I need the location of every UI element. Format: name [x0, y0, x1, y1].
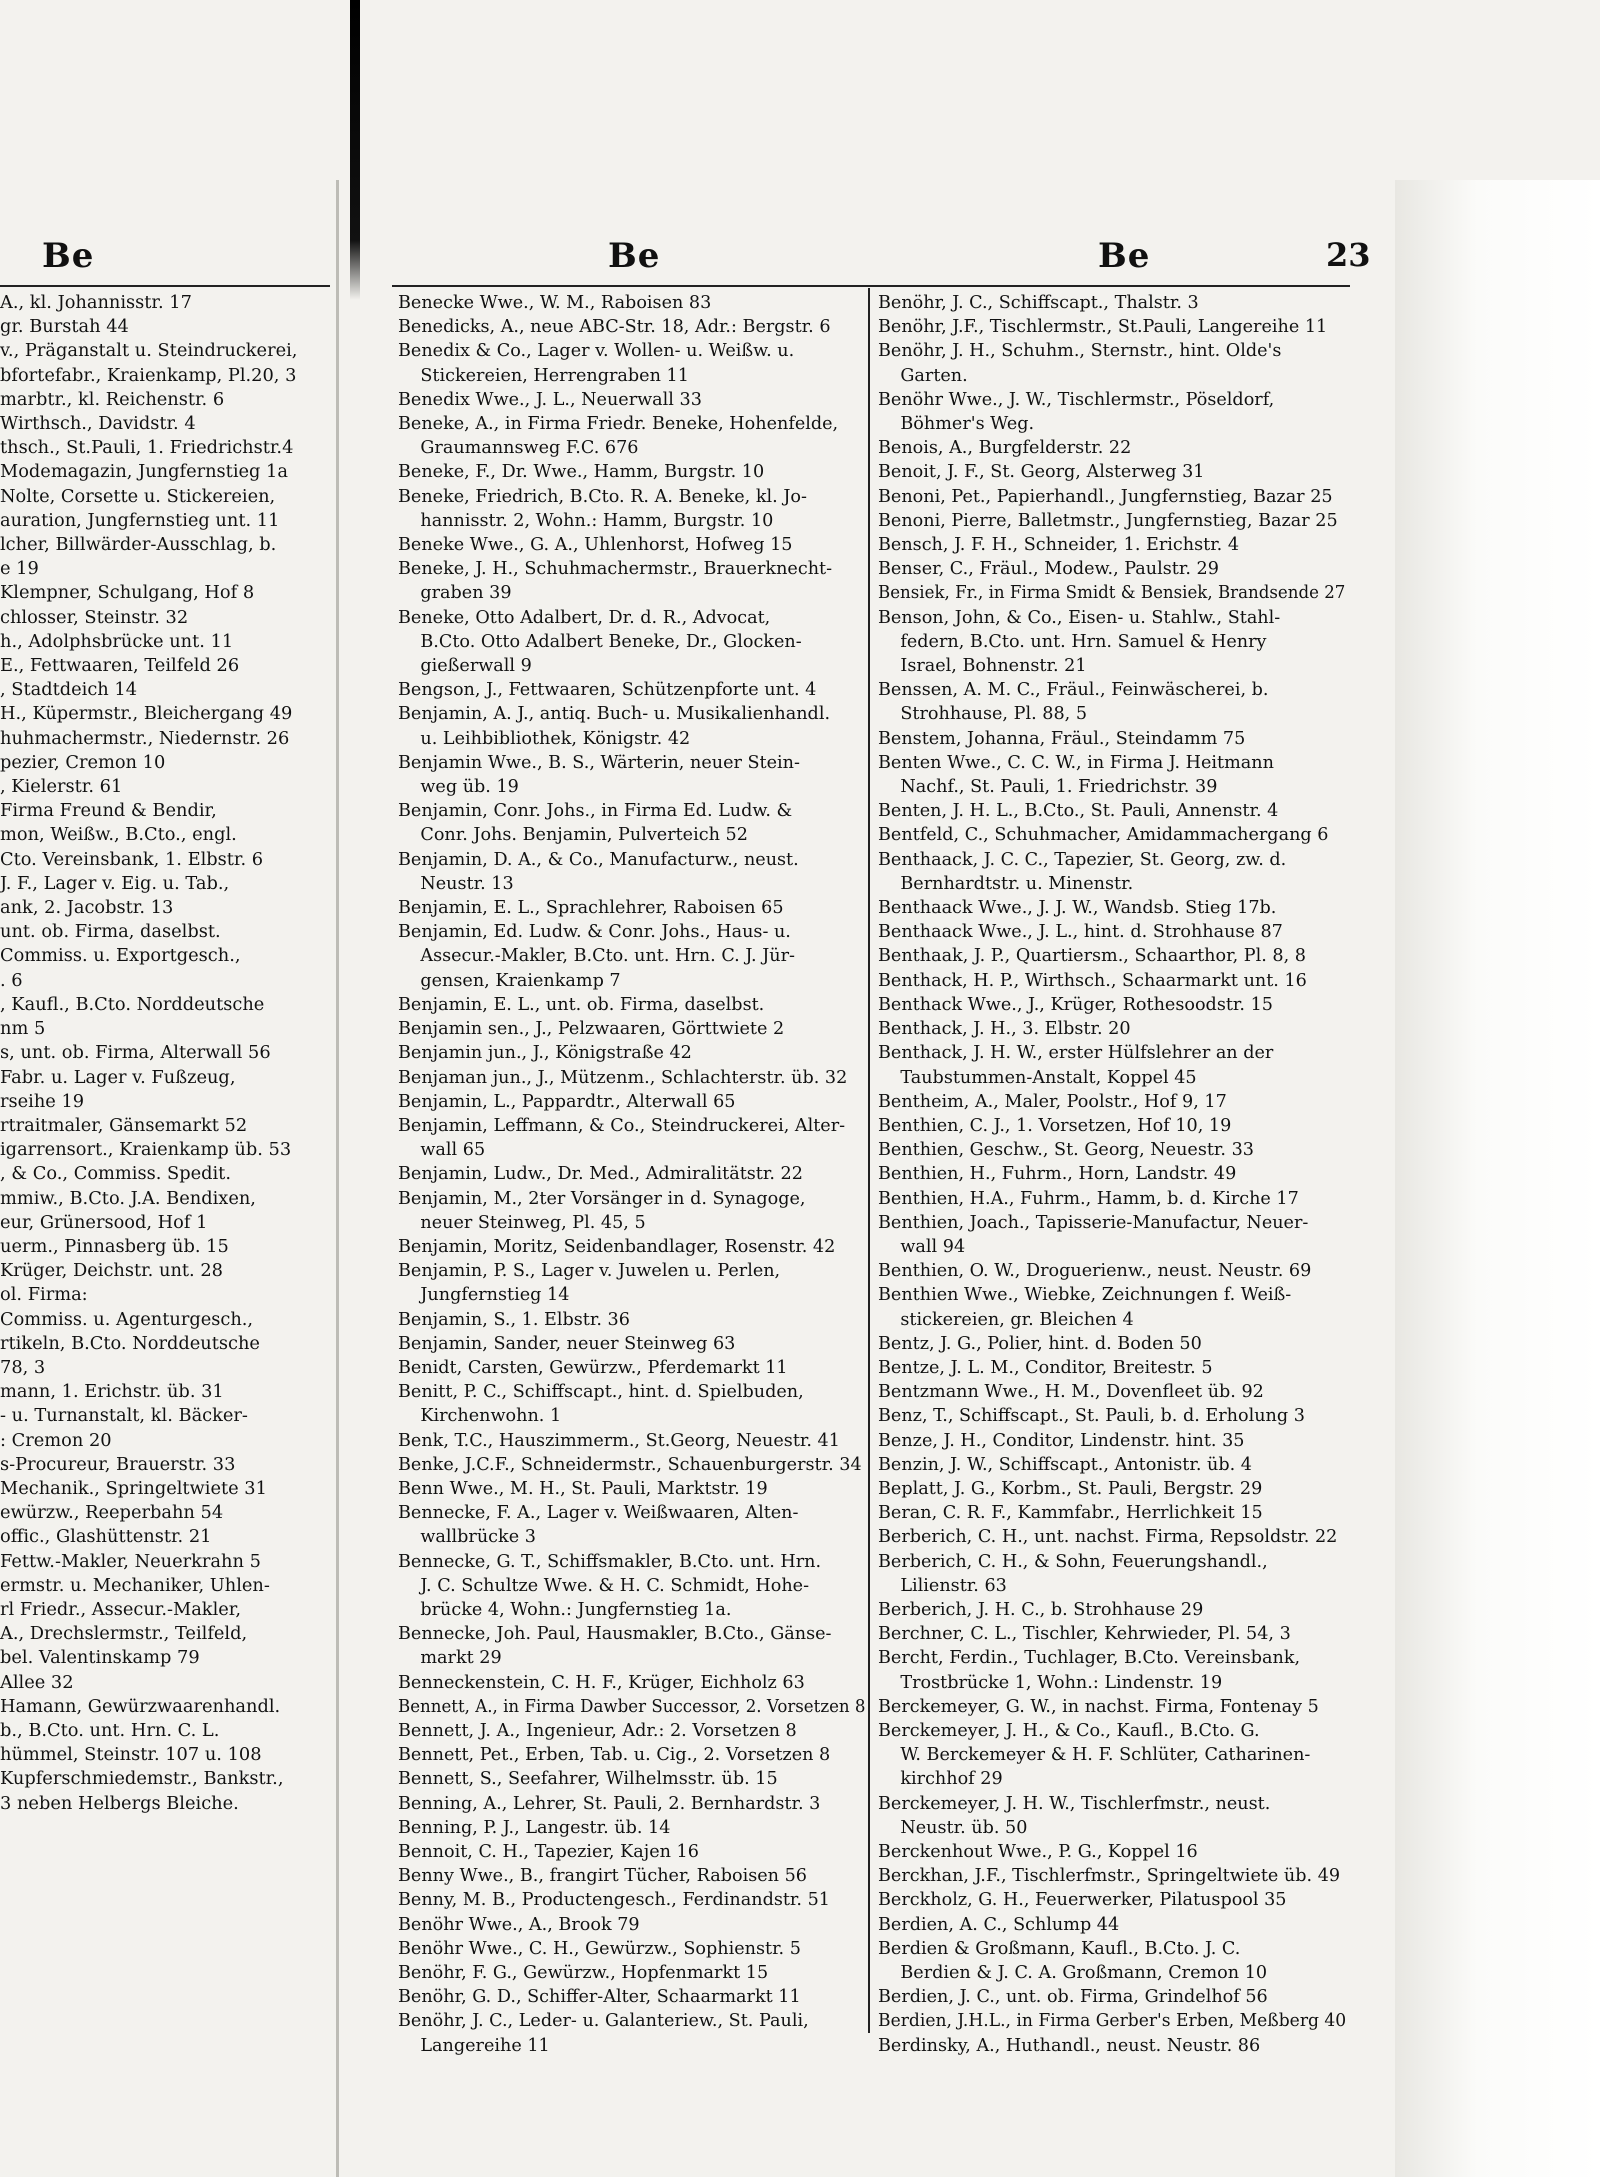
directory-entry-line: weg üb. 19 — [398, 777, 519, 798]
directory-entry-line: Benthien, H.A., Fuhrm., Hamm, b. d. Kirche 17 — [878, 1188, 1299, 1209]
directory-entry-line: Beneke, F., Dr. Wwe., Hamm, Burgstr. 10 — [398, 462, 765, 483]
directory-entry-line: Benöhr, G. D., Schiffer-Alter, Schaarmarkt 11 — [398, 1987, 801, 2008]
directory-entry-line: eur, Grünersood, Hof 1 — [0, 1211, 208, 1233]
directory-entry-line: wall 94 — [878, 1236, 966, 1257]
directory-entry-line: graben 39 — [398, 583, 512, 604]
directory-entry-line: Beneke, Otto Adalbert, Dr. d. R., Advocat, — [398, 607, 771, 628]
directory-entry-line: Bennett, S., Seefahrer, Wilhelmsstr. üb. 15 — [398, 1769, 778, 1790]
directory-entry-line: mon, Weißw., B.Cto., engl. — [0, 824, 237, 846]
middle-column — [390, 0, 870, 2177]
directory-entry-line: Berberich, C. H., unt. nachst. Firma, Repsoldstr. 22 — [878, 1527, 1338, 1548]
directory-entry-line: J. C. Schultze Wwe. & H. C. Schmidt, Hohe- — [398, 1575, 810, 1596]
directory-entry-line: uerm., Pinnasberg üb. 15 — [0, 1235, 229, 1257]
directory-entry-line: Benthaack Wwe., J. L., hint. d. Strohhause 87 — [878, 922, 1283, 943]
directory-entry-line: Benjamin sen., J., Pelzwaaren, Görttwiete 2 — [398, 1019, 785, 1040]
directory-entry-line: Benthien, Geschw., St. Georg, Neuestr. 33 — [878, 1140, 1254, 1161]
directory-entry-line: u. Leihbibliothek, Königstr. 42 — [398, 728, 691, 749]
directory-entry-line: Modemagazin, Jungfernstieg 1a — [0, 461, 288, 483]
directory-entry-line: Berckemeyer, G. W., in nachst. Firma, Fontenay 5 — [878, 1696, 1319, 1717]
directory-entry-line: Böhmer's Weg. — [878, 414, 1035, 435]
directory-entry-line: Bennett, Pet., Erben, Tab. u. Cig., 2. Vorsetzen 8 — [398, 1745, 831, 1766]
directory-entry-line: Benny, M. B., Productengesch., Ferdinandstr. 51 — [398, 1890, 830, 1911]
directory-entry-line: auration, Jungfernstieg unt. 11 — [0, 509, 280, 531]
directory-entry-line: hümmel, Steinstr. 107 u. 108 — [0, 1744, 262, 1766]
directory-entry-line: h., Adolphsbrücke unt. 11 — [0, 630, 234, 652]
directory-entry-line: Benjaman jun., J., Mützenm., Schlachterstr. üb. 32 — [398, 1067, 848, 1088]
directory-entry-line: Berckholz, G. H., Feuerwerker, Pilatuspool 35 — [878, 1890, 1287, 1911]
directory-entry-line: Benthien, C. J., 1. Vorsetzen, Hof 10, 19 — [878, 1115, 1232, 1136]
directory-entry-line: 3 neben Helbergs Bleiche. — [0, 1792, 239, 1814]
directory-entry-line: Benneckenstein, C. H. F., Krüger, Eichholz 63 — [398, 1672, 805, 1693]
directory-entry-line: Lilienstr. 63 — [878, 1575, 1007, 1596]
directory-entry-line: Berckemeyer, J. H. W., Tischlerfmstr., neust. — [878, 1793, 1271, 1814]
directory-entry-line: Benten, J. H. L., B.Cto., St. Pauli, Annenstr. 4 — [878, 801, 1279, 822]
directory-entry-line: Berdien & Großmann, Kaufl., B.Cto. J. C. — [878, 1938, 1241, 1959]
directory-entry-line: Krüger, Deichstr. unt. 28 — [0, 1260, 223, 1282]
directory-entry-line: Beneke Wwe., G. A., Uhlenhorst, Hofweg 15 — [398, 535, 793, 556]
directory-entry-line: Benson, John, & Co., Eisen- u. Stahlw., Stahl- — [878, 607, 1281, 628]
directory-entry-line: Benjamin, Sander, neuer Steinweg 63 — [398, 1333, 736, 1354]
directory-entry-line: huhmachermstr., Niedernstr. 26 — [0, 727, 290, 749]
directory-entry-line: Benitt, P. C., Schiffscapt., hint. d. Spielbuden, — [398, 1382, 804, 1403]
directory-entry-line: Bennecke, G. T., Schiffsmakler, B.Cto. unt. Hrn. — [398, 1551, 822, 1572]
directory-entry-line: , Stadtdeich 14 — [0, 679, 138, 701]
directory-entry-line: Benthack, H. P., Wirthsch., Schaarmarkt unt. 16 — [878, 970, 1307, 991]
directory-entry-line: A., kl. Johannisstr. 17 — [0, 292, 192, 313]
directory-entry-line: Berckhan, J.F., Tischlerfmstr., Springeltwiete üb. 49 — [878, 1866, 1341, 1887]
directory-entry-line: Fettw.-Makler, Neuerkrahn 5 — [0, 1550, 261, 1572]
directory-entry-line: s-Procureur, Brauerstr. 33 — [0, 1453, 236, 1475]
directory-entry-line: Nolte, Corsette u. Stickereien, — [0, 485, 276, 507]
directory-entry-line: H., Küpermstr., Bleichergang 49 — [0, 703, 293, 725]
directory-entry-line: Benidt, Carsten, Gewürzw., Pferdemarkt 11 — [398, 1357, 788, 1378]
directory-entry-line: Bennoit, C. H., Tapezier, Kajen 16 — [398, 1842, 699, 1862]
directory-entry-line: Bennecke, Joh. Paul, Hausmakler, B.Cto., Gänse- — [398, 1624, 832, 1645]
directory-entry-line: Beneke, A., in Firma Friedr. Beneke, Hohenfelde, — [398, 414, 839, 435]
directory-entry-line: Benecke Wwe., W. M., Raboisen 83 — [398, 293, 712, 313]
directory-entry-line: Benke, J.C.F., Schneidermstr., Schauenburgerstr. 34 — [398, 1454, 862, 1475]
directory-entry-line: Benedix & Co., Lager v. Wollen- u. Weißw. u. — [398, 341, 795, 362]
directory-entry-line: Benthien Wwe., Wiebke, Zeichnungen f. Weiß- — [878, 1285, 1292, 1306]
directory-entry-line: . 6 — [0, 969, 23, 991]
running-head-right: Be — [1098, 236, 1151, 276]
directory-entry-line: Benthien, Joach., Tapisserie-Manufactur, Neuer- — [878, 1212, 1309, 1233]
directory-entry-line: hannisstr. 2, Wohn.: Hamm, Burgstr. 10 — [398, 510, 774, 531]
directory-entry-line: - u. Turnanstalt, kl. Bäcker- — [0, 1405, 248, 1427]
directory-entry-line: Benjamin, Ed. Ludw. & Conr. Johs., Haus- u. — [398, 922, 791, 943]
directory-entry-line: Bentz, J. G., Polier, hint. d. Boden 50 — [878, 1333, 1202, 1354]
directory-entry-line: Benjamin, D. A., & Co., Manufacturw., neust. — [398, 849, 799, 870]
directory-entry-line: Beplatt, J. G., Korbm., St. Pauli, Bergstr. 29 — [878, 1478, 1263, 1499]
directory-entry-line: Kupferschmiedemstr., Bankstr., — [0, 1768, 284, 1790]
directory-entry-line: Benjamin, E. L., Sprachlehrer, Raboisen 65 — [398, 898, 784, 919]
directory-entry-line: Garten. — [878, 365, 968, 386]
directory-entry-line: Bentfeld, C., Schuhmacher, Amidammachergang 6 — [878, 825, 1329, 846]
directory-entry-line: Benten Wwe., C. C. W., in Firma J. Heitmann — [878, 752, 1274, 773]
directory-entry-line: Benöhr, J.F., Tischlermstr., St.Pauli, Langereihe 11 — [878, 317, 1328, 338]
directory-entry-line: Beneke, J. H., Schuhmachermstr., Brauerknecht- — [398, 559, 833, 580]
directory-entry-line: Benjamin, Moritz, Seidenbandlager, Rosenstr. 42 — [398, 1236, 836, 1257]
directory-entry-line: Benning, P. J., Langestr. üb. 14 — [398, 1817, 671, 1838]
directory-entry-line: lcher, Billwärder-Ausschlag, b. — [0, 534, 277, 556]
page-fold — [336, 180, 339, 2177]
directory-entry-line: Wirthsch., Davidstr. 4 — [0, 413, 196, 435]
directory-entry-line: Benzin, J. W., Schiffscapt., Antonistr. üb. 4 — [878, 1454, 1252, 1475]
right-entries — [878, 291, 1346, 2058]
directory-entry-line: Benthack Wwe., J., Krüger, Rothesoodstr. 15 — [878, 994, 1273, 1015]
directory-entry-line: Kirchenwohn. 1 — [398, 1406, 562, 1427]
directory-entry-line: mann, 1. Erichstr. üb. 31 — [0, 1381, 224, 1403]
directory-entry-line: 78, 3 — [0, 1356, 46, 1378]
directory-entry-line: Berberich, J. H. C., b. Strohhause 29 — [878, 1599, 1204, 1620]
directory-entry-line: Neustr. 13 — [398, 873, 514, 894]
directory-entry-line: Benedicks, A., neue ABC-Str. 18, Adr.: Bergstr. 6 — [398, 317, 831, 338]
directory-entry-line: B.Cto. Otto Adalbert Beneke, Dr., Glocken- — [398, 631, 802, 652]
directory-entry-line: offic., Glashüttenstr. 21 — [0, 1526, 212, 1548]
directory-entry-line: Benjamin, A. J., antiq. Buch- u. Musikalienhandl. — [398, 704, 831, 725]
directory-entry-line: Assecur.-Makler, B.Cto. unt. Hrn. C. J. Jür- — [398, 946, 795, 967]
directory-entry-line: Fabr. u. Lager v. Fußzeug, — [0, 1066, 236, 1088]
directory-entry-line: wall 65 — [398, 1140, 486, 1161]
directory-entry-line: pezier, Cremon 10 — [0, 751, 166, 773]
directory-entry-line: Graumannsweg F.C. 676 — [398, 438, 639, 459]
directory-entry-line: , & Co., Commiss. Spedit. — [0, 1163, 231, 1185]
directory-entry-line: Beran, C. R. F., Kammfabr., Herrlichkeit 15 — [878, 1503, 1263, 1524]
directory-entry-line: Benois, A., Burgfelderstr. 22 — [878, 438, 1132, 459]
directory-entry-line: bel. Valentinskamp 79 — [0, 1647, 200, 1669]
directory-entry-line: Bensiek, Fr., in Firma Smidt & Bensiek, Brandsende 27 — [878, 583, 1346, 604]
directory-entry-line: Benöhr, F. G., Gewürzw., Hopfenmarkt 15 — [398, 1963, 769, 1984]
directory-entry-line: e 19 — [0, 558, 39, 580]
directory-entry-line: s, unt. ob. Firma, Alterwall 56 — [0, 1042, 271, 1064]
directory-entry-line: Benedix Wwe., J. L., Neuerwall 33 — [398, 389, 702, 410]
directory-entry-line: kirchhof 29 — [878, 1769, 1003, 1790]
directory-entry-line: rtikeln, B.Cto. Norddeutsche — [0, 1332, 260, 1354]
directory-entry-line: Benjamin, Leffmann, & Co., Steindruckerei, Alter- — [398, 1115, 846, 1136]
directory-entry-line: Benöhr, J. H., Schuhm., Sternstr., hint. Olde's — [878, 341, 1282, 362]
directory-entry-line: Benöhr, J. C., Leder- u. Galanteriew., St. Pauli, — [398, 2011, 809, 2032]
directory-entry-line: b., B.Cto. unt. Hrn. C. L. — [0, 1719, 220, 1741]
directory-entry-line: ol. Firma: — [0, 1284, 88, 1306]
directory-entry-line: Benjamin, Ludw., Dr. Med., Admiralitätstr. 22 — [398, 1164, 803, 1185]
directory-entry-line: Benk, T.C., Hauszimmerm., St.Georg, Neuestr. 41 — [398, 1430, 840, 1451]
directory-entry-line: Benjamin, M., 2ter Vorsänger in d. Synagoge, — [398, 1188, 806, 1209]
directory-entry-line: stickereien, gr. Bleichen 4 — [878, 1309, 1134, 1330]
directory-entry-line: Conr. Johs. Benjamin, Pulverteich 52 — [398, 825, 748, 846]
directory-entry-line: gensen, Kraienkamp 7 — [398, 970, 621, 991]
directory-entry-line: chlosser, Steinstr. 32 — [0, 606, 189, 628]
directory-entry-line: Berdien, J. C., unt. ob. Firma, Grindelhof 56 — [878, 1987, 1268, 2008]
directory-entry-line: Nachf., St. Pauli, 1. Friedrichstr. 39 — [878, 777, 1218, 798]
directory-entry-line: nm 5 — [0, 1018, 46, 1040]
binding-shadow — [350, 0, 360, 300]
directory-entry-line: Benjamin, E. L., unt. ob. Firma, daselbst. — [398, 994, 765, 1015]
directory-entry-line: Berdien, A. C., Schlump 44 — [878, 1914, 1120, 1935]
directory-entry-line: Bennett, J. A., Ingenieur, Adr.: 2. Vorsetzen 8 — [398, 1720, 797, 1741]
left-column — [0, 0, 330, 2177]
directory-entry-line: thsch., St.Pauli, 1. Friedrichstr.4 — [0, 437, 294, 459]
directory-entry-line: Benthien, H., Fuhrm., Horn, Landstr. 49 — [878, 1164, 1237, 1185]
directory-entry-line: Benz, T., Schiffscapt., St. Pauli, b. d. Erholung 3 — [878, 1406, 1305, 1427]
directory-entry-line: mmiw., B.Cto. J.A. Bendixen, — [0, 1187, 256, 1209]
directory-entry-line: Commiss. u. Agenturgesch., — [0, 1308, 254, 1330]
directory-entry-line: Berckenhout Wwe., P. G., Koppel 16 — [878, 1842, 1198, 1862]
directory-entry-line: A., Drechslermstr., Teilfeld, — [0, 1623, 248, 1645]
directory-entry-line: Bennecke, F. A., Lager v. Weißwaaren, Alten- — [398, 1503, 799, 1524]
directory-entry-line: Berchner, C. L., Tischler, Kehrwieder, Pl. 54, 3 — [878, 1624, 1291, 1645]
directory-entry-line: gr. Burstah 44 — [0, 316, 129, 338]
directory-entry-line: Berberich, C. H., & Sohn, Feuerungshandl., — [878, 1551, 1268, 1572]
directory-entry-line: Benjamin, P. S., Lager v. Juwelen u. Perlen, — [398, 1261, 781, 1282]
directory-entry-line: Trostbrücke 1, Wohn.: Lindenstr. 19 — [878, 1672, 1223, 1693]
directory-entry-line: Stickereien, Herrengraben 11 — [398, 365, 689, 386]
directory-entry-line: Benny Wwe., B., frangirt Tücher, Raboisen 56 — [398, 1866, 807, 1887]
directory-entry-line: Benstem, Johanna, Fräul., Steindamm 75 — [878, 728, 1246, 749]
directory-entry-line: Taubstummen-Anstalt, Koppel 45 — [878, 1067, 1197, 1088]
directory-entry-line: Benöhr Wwe., J. W., Tischlermstr., Pöseldorf, — [878, 389, 1275, 410]
directory-entry-line: federn, B.Cto. unt. Hrn. Samuel & Henry — [878, 631, 1267, 652]
directory-entry-line: bfortefabr., Kraienkamp, Pl.20, 3 — [0, 364, 297, 386]
directory-entry-line: neuer Steinweg, Pl. 45, 5 — [398, 1212, 646, 1233]
directory-entry-line: Cto. Vereinsbank, 1. Elbstr. 6 — [0, 848, 264, 870]
directory-entry-line: : Cremon 20 — [0, 1429, 112, 1451]
directory-entry-line: Jungfernstieg 14 — [398, 1285, 570, 1306]
directory-entry-line: Bengson, J., Fettwaaren, Schützenpforte unt. 4 — [398, 680, 817, 701]
directory-entry-line: Benthaak, J. P., Quartiersm., Schaarthor, Pl. 8, 8 — [878, 946, 1306, 967]
directory-entry-line: Berdien, J.H.L., in Firma Gerber's Erben, Meßberg 40 — [878, 2011, 1347, 2032]
directory-entry-line: W. Berckemeyer & H. F. Schlüter, Catharinen- — [878, 1745, 1311, 1766]
directory-entry-line: Neustr. üb. 50 — [878, 1817, 1028, 1838]
directory-entry-line: Bernhardtstr. u. Minenstr. — [878, 873, 1134, 894]
directory-entry-line: Benöhr Wwe., A., Brook 79 — [398, 1914, 640, 1935]
directory-entry-line: Bentheim, A., Maler, Poolstr., Hof 9, 17 — [878, 1091, 1227, 1112]
running-head-middle: Be — [608, 236, 661, 276]
directory-entry-line: Bercht, Ferdin., Tuchlager, B.Cto. Vereinsbank, — [878, 1648, 1301, 1669]
directory-entry-line: Allee 32 — [0, 1671, 74, 1693]
page-edge — [1395, 180, 1600, 2177]
directory-entry-line: rseihe 19 — [0, 1090, 85, 1112]
directory-entry-line: , Kaufl., B.Cto. Norddeutsche — [0, 993, 265, 1015]
directory-entry-line: Benoni, Pierre, Balletmstr., Jungfernstieg, Bazar 25 — [878, 510, 1338, 531]
middle-entries — [398, 291, 866, 2058]
directory-entry-line: Benöhr Wwe., C. H., Gewürzw., Sophienstr. 5 — [398, 1938, 801, 1959]
directory-entry-line: Benoni, Pet., Papierhandl., Jungfernstieg, Bazar 25 — [878, 486, 1333, 507]
directory-entry-line: Beneke, Friedrich, B.Cto. R. A. Beneke, kl. Jo- — [398, 486, 807, 507]
directory-entry-line: Benjamin, Conr. Johs., in Firma Ed. Ludw. & — [398, 801, 793, 822]
directory-entry-line: Berdien & J. C. A. Großmann, Cremon 10 — [878, 1963, 1268, 1984]
directory-entry-line: igarrensort., Kraienkamp üb. 53 — [0, 1139, 292, 1161]
directory-entry-line: Berckemeyer, J. H., & Co., Kaufl., B.Cto. G. — [878, 1720, 1260, 1741]
directory-entry-line: ank, 2. Jacobstr. 13 — [0, 897, 174, 919]
directory-entry-line: Bentzmann Wwe., H. M., Dovenfleet üb. 92 — [878, 1382, 1264, 1403]
running-head-left: Be — [42, 236, 95, 276]
directory-entry-line: Bentze, J. L. M., Conditor, Breitestr. 5 — [878, 1357, 1213, 1378]
directory-entry-line: rl Friedr., Assecur.-Makler, — [0, 1598, 241, 1620]
directory-entry-line: Benthien, O. W., Droguerienw., neust. Neustr. 69 — [878, 1261, 1312, 1282]
right-column — [870, 0, 1350, 2177]
directory-entry-line: Benthaack Wwe., J. J. W., Wandsb. Stieg 17b. — [878, 898, 1277, 919]
directory-entry-line: Benthack, J. H. W., erster Hülfslehrer an der — [878, 1043, 1274, 1064]
directory-entry-line: Benjamin jun., J., Königstraße 42 — [398, 1043, 692, 1064]
directory-entry-line: Commiss. u. Exportgesch., — [0, 945, 241, 967]
directory-entry-line: Klempner, Schulgang, Hof 8 — [0, 582, 255, 604]
directory-entry-line: Benjamin, L., Pappardtr., Alterwall 65 — [398, 1091, 736, 1112]
directory-entry-line: Strohhause, Pl. 88, 5 — [878, 704, 1088, 725]
directory-entry-line: rtraitmaler, Gänsemarkt 52 — [0, 1114, 248, 1136]
directory-entry-line: Mechanik., Springeltwiete 31 — [0, 1477, 267, 1499]
directory-entry-line: Benser, C., Fräul., Modew., Paulstr. 29 — [878, 559, 1219, 580]
directory-entry-line: Benze, J. H., Conditor, Lindenstr. hint. 35 — [878, 1430, 1245, 1451]
page-number: 23 — [1326, 236, 1371, 274]
directory-entry-line: Benthack, J. H., 3. Elbstr. 20 — [878, 1019, 1131, 1040]
directory-entry-line: Benthaack, J. C. C., Tapezier, St. Georg, zw. d. — [878, 849, 1287, 870]
directory-entry-line: Langereihe 11 — [398, 2035, 550, 2056]
directory-entry-line: Benn Wwe., M. H., St. Pauli, Marktstr. 19 — [398, 1478, 768, 1499]
directory-entry-line: Bensch, J. F. H., Schneider, 1. Erichstr. 4 — [878, 535, 1240, 556]
directory-entry-line: brücke 4, Wohn.: Jungfernstieg 1a. — [398, 1599, 732, 1620]
directory-entry-line: Benjamin, S., 1. Elbstr. 36 — [398, 1309, 630, 1330]
directory-entry-line: Hamann, Gewürzwaarenhandl. — [0, 1695, 281, 1717]
directory-entry-line: Benssen, A. M. C., Fräul., Feinwäscherei, b. — [878, 680, 1269, 701]
directory-entry-line: wallbrücke 3 — [398, 1527, 536, 1548]
directory-entry-line: unt. ob. Firma, daselbst. — [0, 921, 221, 943]
directory-entry-line: Benjamin Wwe., B. S., Wärterin, neuer Stein- — [398, 752, 800, 773]
directory-entry-line: E., Fettwaaren, Teilfeld 26 — [0, 655, 240, 677]
directory-entry-line: ewürzw., Reeperbahn 54 — [0, 1502, 224, 1524]
directory-entry-line: gießerwall 9 — [398, 656, 532, 677]
directory-entry-line: markt 29 — [398, 1648, 502, 1669]
left-entries — [0, 291, 326, 1816]
directory-entry-line: Berdinsky, A., Huthandl., neust. Neustr. 86 — [878, 2035, 1261, 2056]
directory-entry-line: marbtr., kl. Reichenstr. 6 — [0, 388, 225, 410]
directory-entry-line: v., Präganstalt u. Steindruckerei, — [0, 340, 298, 362]
directory-entry-line: Firma Freund & Bendir, — [0, 800, 217, 822]
directory-entry-line: Benning, A., Lehrer, St. Pauli, 2. Bernhardstr. 3 — [398, 1793, 821, 1814]
directory-entry-line: Benöhr, J. C., Schiffscapt., Thalstr. 3 — [878, 293, 1199, 313]
directory-entry-line: ermstr. u. Mechaniker, Uhlen- — [0, 1574, 270, 1596]
directory-entry-line: Benoit, J. F., St. Georg, Alsterweg 31 — [878, 462, 1205, 483]
directory-entry-line: J. F., Lager v. Eig. u. Tab., — [0, 872, 230, 894]
directory-entry-line: Israel, Bohnenstr. 21 — [878, 656, 1087, 677]
directory-entry-line: , Kielerstr. 61 — [0, 776, 123, 798]
directory-entry-line: Bennett, A., in Firma Dawber Successor, 2. Vorsetzen 8 — [398, 1696, 866, 1717]
